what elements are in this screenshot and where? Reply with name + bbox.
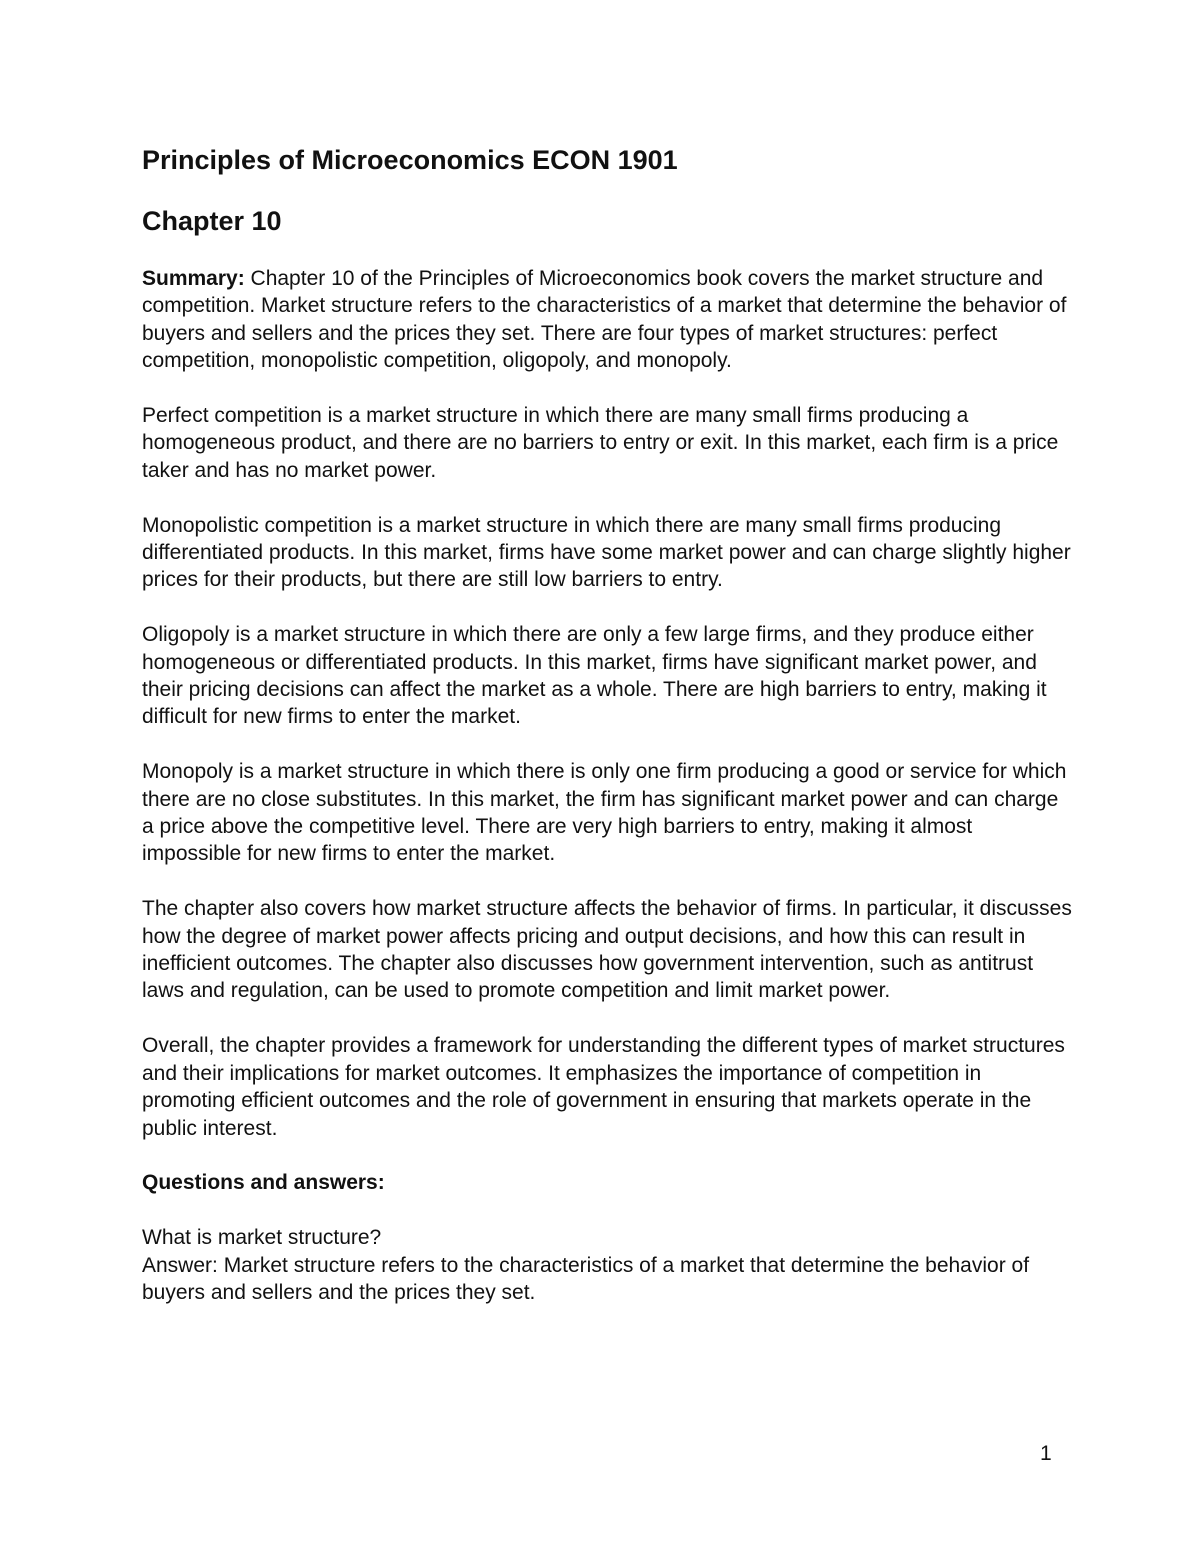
- qa-heading: Questions and answers:: [142, 1171, 385, 1195]
- paragraph-monopoly: Monopoly is a market structure in which there is only one firm producing a good or service for which there are no close substitutes. In this market, the firm has significant market power and can charge a price above the competitive level. There are very high barriers to entry, making it almost impossible for new firms to enter the market.: [142, 760, 1067, 866]
- summary-label: Summary:: [142, 267, 245, 290]
- paragraph-monopolistic-competition: Monopolistic competition is a market structure in which there are many small firms producing differentiated products. In this market, firms have some market power and can charge slightly higher prices for their products, but there are still low barriers to entry.: [142, 513, 1071, 592]
- question-1: What is market structure?: [142, 1226, 382, 1250]
- chapter-heading: Chapter 10: [142, 206, 282, 236]
- paragraph-behavior-of-firms: The chapter also covers how market structure affects the behavior of firms. In particular, it discusses how the degree of market power affects pricing and output decisions, and how this can result in inefficient outcomes. The chapter also discusses how government intervention, such as antitrust laws and regulation, can be used to promote competition and limit market power.: [142, 897, 1072, 1003]
- paragraph-perfect-competition: Perfect competition is a market structure in which there are many small firms producing a homogeneous product, and there are no barriers to entry or exit. In this market, each firm is a price taker and has no market power.: [142, 404, 1059, 482]
- summary-paragraph: [142, 265, 1072, 375]
- paragraph-oligopoly: Oligopoly is a market structure in which there are only a few large firms, and they produce either homogeneous or differentiated products. In this market, firms have significant market power, and their pricing decisions can affect the market as a whole. There are high barriers to entry, making it difficult for new firms to enter the market.: [142, 623, 1047, 729]
- document-title: Principles of Microeconomics ECON 1901: [142, 145, 678, 175]
- summary-text: Chapter 10 of the Principles of Microeconomics book covers the market structure and competition. Market structure refers to the characteristics of a market that determine the behavior of buyers and sellers and the prices they set. There are four types of market structures: perfect competition, monopolistic competition, oligopoly, and monopoly.: [142, 267, 1067, 373]
- answer-1: Answer: Market structure refers to the characteristics of a market that determine the behavior of buyers and sellers and the prices they set.: [142, 1253, 1030, 1304]
- page-number: 1: [1040, 1442, 1052, 1465]
- paragraph-overall: Overall, the chapter provides a framework for understanding the different types of market structures and their implications for market outcomes. It emphasizes the importance of competition in promoting efficient outcomes and the role of government in ensuring that markets operate in the public interest.: [142, 1034, 1065, 1140]
- document-page: [142, 140, 1072, 1306]
